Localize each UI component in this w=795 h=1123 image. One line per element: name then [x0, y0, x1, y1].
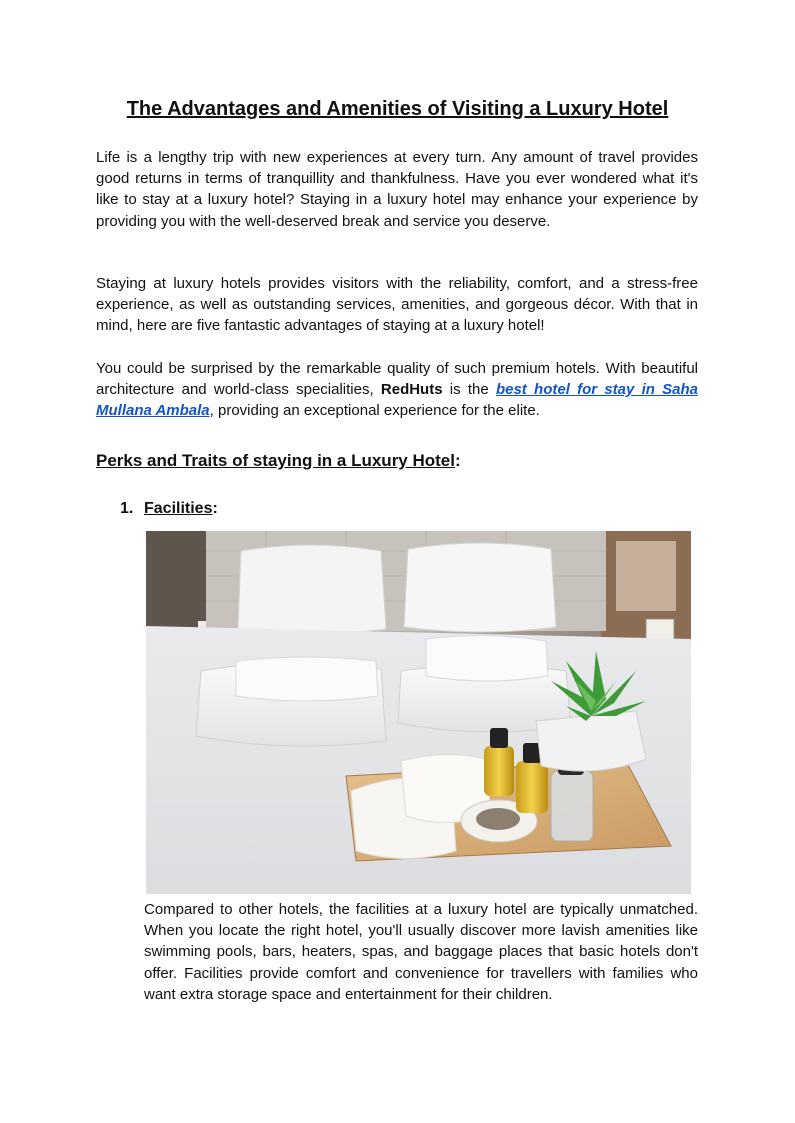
list-item-colon: :	[212, 500, 218, 517]
intro-paragraph-2: Staying at luxury hotels provides visitors with the reliability, comfort, and a stress-free experience, as well as outstanding services, amenities, and gorgeous décor. With that in mind, here are five fantastic advantages of staying at a luxury hotel!	[96, 275, 698, 335]
page-title: The Advantages and Amenities of Visiting a Luxury Hotel	[126, 98, 669, 120]
list-item-facilities	[120, 498, 218, 520]
intro-paragraph-3-end: , providing an exceptional experience for the elite.	[209, 402, 540, 420]
hotel-amenities-photo	[146, 531, 691, 894]
intro-paragraph-3	[96, 358, 698, 422]
intro-paragraph-3-middle: is the	[442, 381, 496, 399]
facilities-paragraph: Compared to other hotels, the facilities at a luxury hotel are typically unmatched. When you locate the right hotel, you'll usually discover more lavish amenities like swimming pools, bars, heaters, spas, and baggage places that basic hotels don't offer. Facilities provide comfort and convenience for travellers with families who want extra storage space and entertainment for their children.	[144, 901, 698, 1003]
section-heading-text: Perks and Traits of staying in a Luxury Hotel	[96, 451, 455, 470]
best-hotel-link[interactable]: best hotel for stay in Saha Mullana Ambala	[96, 381, 698, 420]
intro-paragraph-3-start: You could be surprised by the remarkable quality of such premium hotels. With beautiful architecture and world-class specialities,	[96, 360, 698, 399]
intro-paragraph-1: Life is a lengthy trip with new experiences at every turn. Any amount of travel provides good returns in terms of tranquillity and thankfulness. Have you ever wondered what it's like to stay at a luxury hotel? Staying in a luxury hotel may enhance your experience by providing you with the well-deserved break and service you deserve.	[96, 149, 698, 230]
section-heading-colon: :	[454, 451, 461, 470]
section-heading	[96, 450, 461, 472]
list-item-number: 1.	[120, 500, 134, 517]
brand-name: RedHuts	[380, 381, 443, 399]
list-item-label: Facilities	[144, 500, 213, 517]
